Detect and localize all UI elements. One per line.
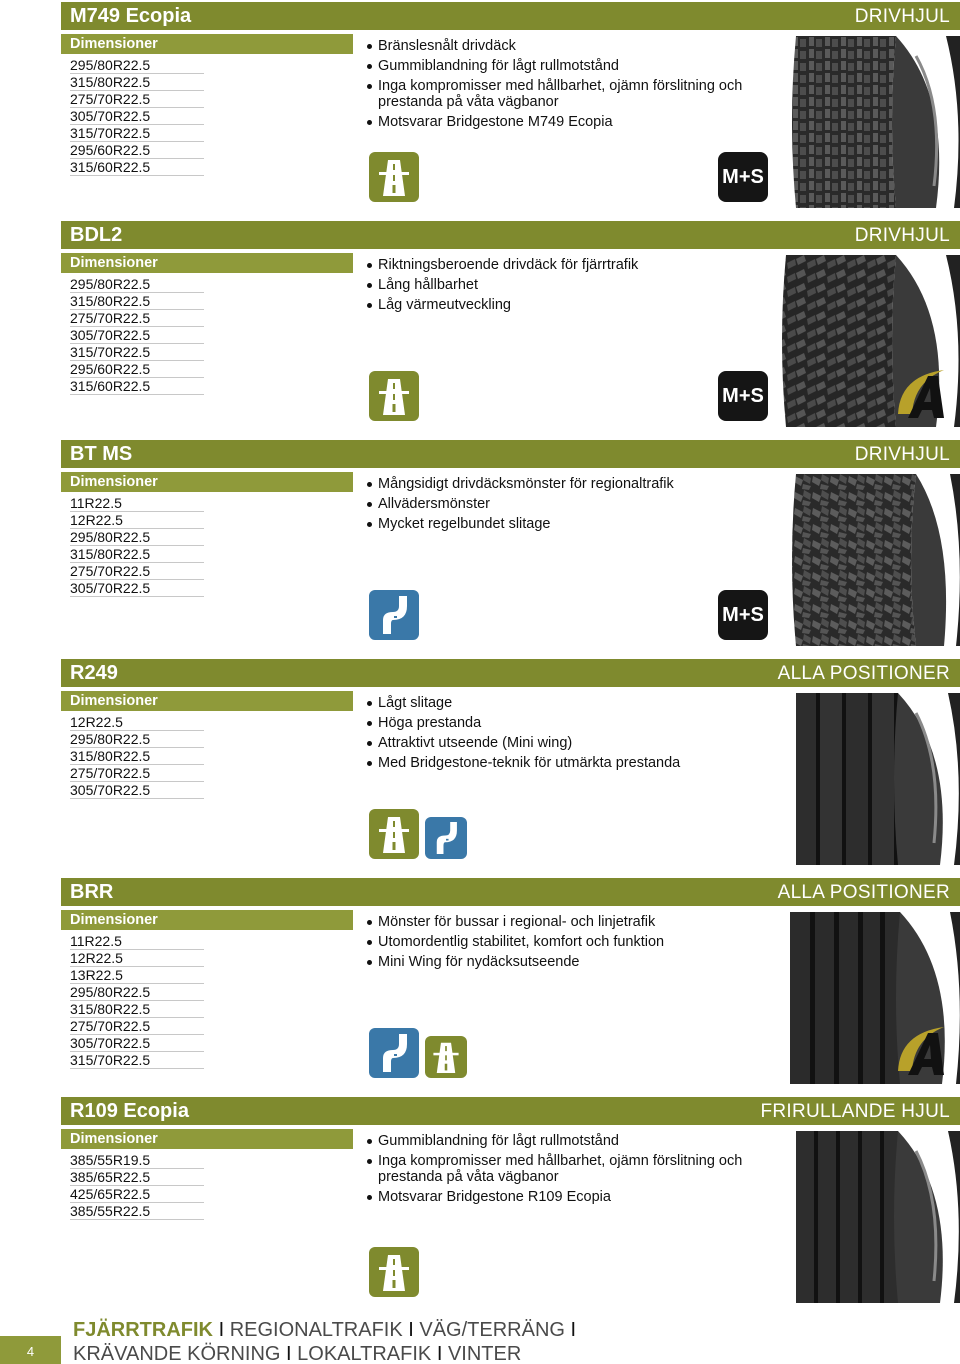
footer-separator: I [570, 1319, 577, 1341]
feature-item: Allvädersmönster [366, 496, 786, 512]
dimension-item: 275/70R22.5 [70, 765, 204, 782]
footer-separator: I [218, 1319, 225, 1341]
dimension-item: 12R22.5 [70, 512, 204, 529]
dimension-item: 305/70R22.5 [70, 782, 204, 799]
product-category: DRIVHJUL [854, 225, 950, 246]
tire-image-bt-ms [776, 474, 960, 646]
tire-image-m749 [776, 36, 960, 208]
product-category: FRIRULLANDE HJUL [760, 1101, 950, 1122]
feature-item: Mönster för bussar i regional- och linjetrafik [366, 914, 786, 930]
dimension-item: 315/80R22.5 [70, 293, 204, 310]
dimensions-list [70, 933, 204, 1069]
dimensions-list [70, 714, 204, 799]
dimension-item: 305/70R22.5 [70, 1035, 204, 1052]
dimensions-list [70, 495, 204, 597]
dimension-item: 12R22.5 [70, 950, 204, 967]
dimension-item: 13R22.5 [70, 967, 204, 984]
dimension-item: 315/60R22.5 [70, 159, 204, 176]
feature-item: Mycket regelbundet slitage [366, 516, 786, 532]
product-header-bar [61, 2, 960, 30]
dimension-item: 275/70R22.5 [70, 310, 204, 327]
dimension-item: 425/65R22.5 [70, 1186, 204, 1203]
dimension-item: 305/70R22.5 [70, 580, 204, 597]
ms-badge: M+S [718, 371, 768, 421]
footer-item-lokaltrafik: LOKALTRAFIK [297, 1343, 432, 1364]
feature-list [366, 257, 786, 317]
product-section-bdl2 [61, 221, 960, 427]
dimension-item: 11R22.5 [70, 495, 204, 512]
feature-list [366, 38, 786, 134]
dimension-item: 295/80R22.5 [70, 57, 204, 74]
product-section-m749 [61, 2, 960, 208]
footer-item-kravande-korning: KRÄVANDE KÖRNING [73, 1343, 281, 1364]
feature-list [366, 476, 786, 536]
dimension-item: 12R22.5 [70, 714, 204, 731]
dimensions-header [61, 34, 353, 54]
product-name: R249 [70, 662, 118, 684]
footer-navigation [73, 1318, 713, 1364]
dimension-item: 315/80R22.5 [70, 74, 204, 91]
dimensions-header [61, 910, 353, 930]
product-header-bar [61, 440, 960, 468]
regional-road-icon [369, 590, 419, 640]
dimension-item: 315/80R22.5 [70, 546, 204, 563]
regional-road-icon [425, 817, 467, 859]
dimension-item: 315/70R22.5 [70, 344, 204, 361]
product-category: ALLA POSITIONER [777, 882, 950, 903]
dimension-item: 315/70R22.5 [70, 125, 204, 142]
product-category: DRIVHJUL [854, 6, 950, 27]
ms-badge: M+S [718, 590, 768, 640]
highway-icon [369, 809, 419, 859]
footer-separator: I [286, 1343, 292, 1364]
dimensions-list [70, 1152, 204, 1220]
footer-item-vinter: VINTER [447, 1343, 522, 1364]
dimensions-header [61, 472, 353, 492]
footer-separator: I [408, 1319, 414, 1341]
dimension-item: 385/65R22.5 [70, 1169, 204, 1186]
dimensions-label: Dimensioner [70, 912, 158, 928]
feature-item: Motsvarar Bridgestone R109 Ecopia [366, 1189, 786, 1205]
dimension-item: 295/60R22.5 [70, 142, 204, 159]
dimensions-label: Dimensioner [70, 1131, 158, 1147]
footer-item-vag-terrang: VÄG/TERRÄNG [419, 1319, 565, 1341]
footer-separator: I [436, 1343, 443, 1364]
feature-item: Låg värmeutveckling [366, 297, 786, 313]
tire-image-r249 [776, 693, 960, 865]
feature-item: Mångsidigt drivdäcksmönster för regionaltrafik [366, 476, 786, 492]
regional-road-icon [369, 1028, 419, 1078]
tire-image-r109 [776, 1131, 960, 1303]
feature-list [366, 1133, 786, 1209]
dimensions-header [61, 1129, 353, 1149]
footer-line-2 [73, 1342, 713, 1364]
dimensions-header [61, 253, 353, 273]
a-rating-icon [894, 1023, 956, 1079]
product-header-bar [61, 878, 960, 906]
feature-item: Bränslesnålt drivdäck [366, 38, 786, 54]
dimension-item: 315/60R22.5 [70, 378, 204, 395]
highway-icon [369, 152, 419, 202]
dimensions-label: Dimensioner [70, 36, 158, 52]
dimension-item: 295/80R22.5 [70, 529, 204, 546]
product-header-bar [61, 221, 960, 249]
feature-list [366, 695, 786, 775]
feature-item: Attraktivt utseende (Mini wing) [366, 735, 786, 751]
dimension-item: 295/60R22.5 [70, 361, 204, 378]
dimension-item: 305/70R22.5 [70, 327, 204, 344]
dimension-item: 295/80R22.5 [70, 731, 204, 748]
ms-badge: M+S [718, 152, 768, 202]
dimension-item: 295/80R22.5 [70, 276, 204, 293]
dimension-item: 295/80R22.5 [70, 984, 204, 1001]
dimension-item: 275/70R22.5 [70, 1018, 204, 1035]
feature-item: Gummiblandning för lågt rullmotstånd [366, 58, 786, 74]
product-category: ALLA POSITIONER [777, 663, 950, 684]
product-section-brr [61, 878, 960, 1084]
feature-item: Lågt slitage [366, 695, 786, 711]
product-section-r249 [61, 659, 960, 865]
dimension-item: 315/80R22.5 [70, 1001, 204, 1018]
product-name: BRR [70, 881, 114, 903]
feature-item: Lång hållbarhet [366, 277, 786, 293]
dimension-item: 275/70R22.5 [70, 91, 204, 108]
product-name: BDL2 [70, 224, 123, 246]
page-number: 4 [0, 1336, 61, 1364]
feature-item: Gummiblandning för lågt rullmotstånd [366, 1133, 786, 1149]
feature-item: Motsvarar Bridgestone M749 Ecopia [366, 114, 786, 130]
dimension-item: 385/55R19.5 [70, 1152, 204, 1169]
product-name: BT MS [70, 443, 133, 465]
product-header-bar [61, 659, 960, 687]
footer-item-regionaltrafik: REGIONALTRAFIK [229, 1319, 403, 1341]
feature-item: Utomordentlig stabilitet, komfort och funktion [366, 934, 786, 950]
highway-icon [369, 371, 419, 421]
feature-item: Inga kompromisser med hållbarhet, ojämn förslitning och prestanda på våta vägbanor [366, 1153, 786, 1185]
highway-icon [425, 1036, 467, 1078]
footer-item-fjarrtrafik: FJÄRRTRAFIK [73, 1319, 213, 1341]
dimension-item: 305/70R22.5 [70, 108, 204, 125]
dimensions-label: Dimensioner [70, 693, 158, 709]
dimensions-label: Dimensioner [70, 255, 158, 271]
dimensions-list [70, 276, 204, 395]
product-section-r109 [61, 1097, 960, 1303]
dimension-item: 11R22.5 [70, 933, 204, 950]
feature-item: Med Bridgestone-teknik för utmärkta prestanda [366, 755, 786, 771]
feature-item: Mini Wing för nydäcksutseende [366, 954, 786, 970]
dimension-item: 275/70R22.5 [70, 563, 204, 580]
feature-list [366, 914, 786, 974]
product-name: R109 Ecopia [70, 1100, 189, 1122]
a-rating-icon [894, 366, 956, 422]
product-header-bar [61, 1097, 960, 1125]
product-category: DRIVHJUL [854, 444, 950, 465]
dimensions-header [61, 691, 353, 711]
product-section-bt-ms [61, 440, 960, 646]
feature-item: Höga prestanda [366, 715, 786, 731]
product-name: M749 Ecopia [70, 5, 192, 27]
dimension-item: 315/80R22.5 [70, 748, 204, 765]
footer-line-1 [73, 1318, 713, 1342]
feature-item: Riktningsberoende drivdäck för fjärrtrafik [366, 257, 786, 273]
dimensions-list [70, 57, 204, 176]
dimension-item: 315/70R22.5 [70, 1052, 204, 1069]
dimension-item: 385/55R22.5 [70, 1203, 204, 1220]
dimensions-label: Dimensioner [70, 474, 158, 490]
feature-item: Inga kompromisser med hållbarhet, ojämn förslitning och prestanda på våta vägbanor [366, 78, 786, 110]
highway-icon [369, 1247, 419, 1297]
